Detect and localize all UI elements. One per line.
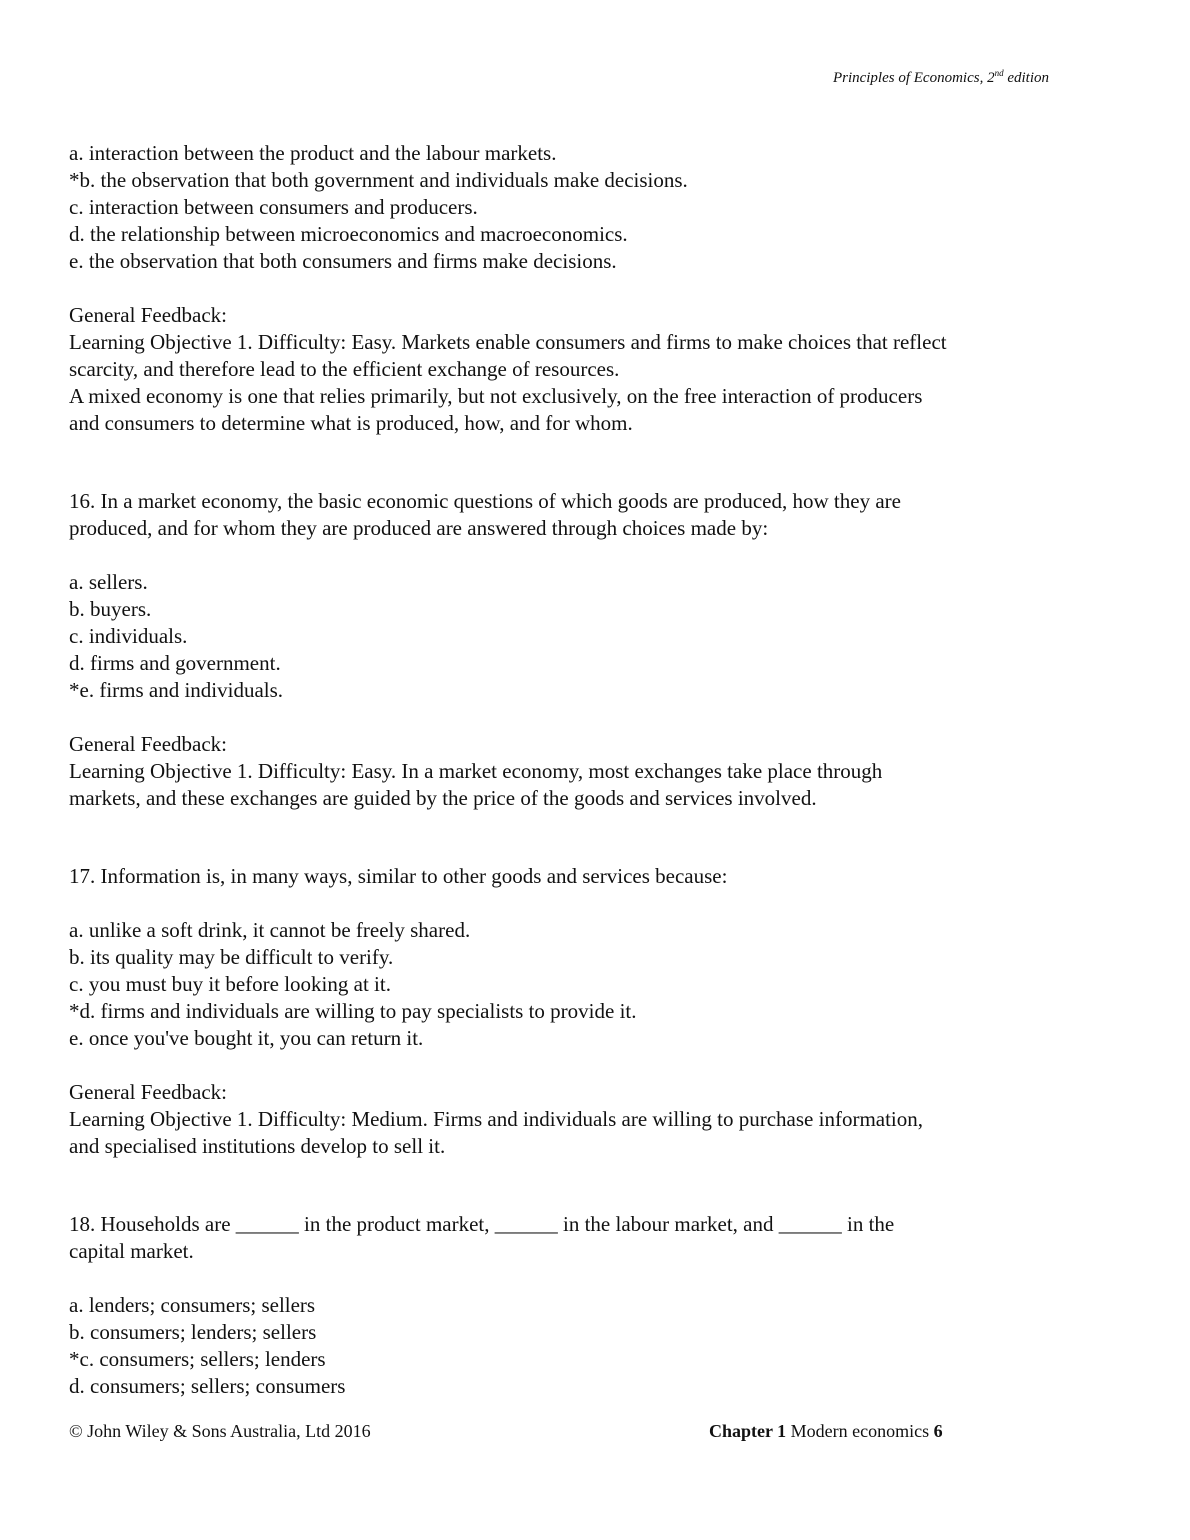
q17-feedback-line: Learning Objective 1. Difficulty: Medium. Firms and individuals are willing to purchase information,: [69, 1107, 924, 1131]
q18-question-line: capital market.: [69, 1239, 194, 1263]
q18-option-b: b. consumers; lenders; sellers: [69, 1320, 317, 1344]
q16-feedback: [69, 731, 1059, 812]
q17-option-b: b. its quality may be difficult to verify.: [69, 945, 394, 969]
q17-question: [69, 863, 1059, 890]
q17-option-c: c. you must buy it before looking at it.: [69, 972, 391, 996]
q15-option-b: *b. the observation that both government and individuals make decisions.: [69, 168, 688, 192]
footer-page-number: 6: [933, 1421, 943, 1441]
q15-option-a: a. interaction between the product and the labour markets.: [69, 141, 557, 165]
footer-copyright: © John Wiley & Sons Australia, Ltd 2016: [69, 1421, 371, 1441]
q18-option-a: a. lenders; consumers; sellers: [69, 1293, 316, 1317]
q17-question-line: 17. Information is, in many ways, similar to other goods and services because:: [69, 864, 728, 888]
q15-feedback-label: General Feedback:: [69, 303, 228, 327]
header-title: Principles of Economics, 2: [832, 70, 995, 86]
q17-feedback: [69, 1079, 1059, 1160]
footer-chapter-label: Chapter 1: [709, 1421, 787, 1441]
q15-feedback-line: and consumers to determine what is produced, how, and for whom.: [69, 411, 633, 435]
q16-option-a: a. sellers.: [69, 570, 148, 594]
q17-options: [69, 917, 1059, 1052]
header-title-end: edition: [1003, 70, 1049, 86]
footer-chapter-title: Modern economics: [786, 1421, 934, 1441]
q15-option-e: e. the observation that both consumers and firms make decisions.: [69, 249, 617, 273]
q18-question-line: 18. Households are ______ in the product market, ______ in the labour market, and ______ in the: [69, 1212, 895, 1236]
q15-feedback-line: Learning Objective 1. Difficulty: Easy. Markets enable consumers and firms to make choices that reflect: [69, 330, 947, 354]
q15-option-d: d. the relationship between microeconomics and macroeconomics.: [69, 222, 628, 246]
q15-option-c: c. interaction between consumers and producers.: [69, 195, 478, 219]
q18-option-c: *c. consumers; sellers; lenders: [69, 1347, 326, 1371]
q16-option-e: *e. firms and individuals.: [69, 678, 284, 702]
q17-option-a: a. unlike a soft drink, it cannot be freely shared.: [69, 918, 471, 942]
q18-question: [69, 1211, 1059, 1265]
q15-options: [69, 140, 1059, 275]
q18-option-d: d. consumers; sellers; consumers: [69, 1374, 346, 1398]
header-ordinal-suffix: nd: [994, 68, 1004, 78]
q17-feedback-label: General Feedback:: [69, 1080, 228, 1104]
q15-feedback: [69, 302, 1059, 437]
running-header: [833, 68, 1049, 87]
q16-feedback-line: Learning Objective 1. Difficulty: Easy. In a market economy, most exchanges take place through: [69, 759, 883, 783]
q17-option-d: *d. firms and individuals are willing to pay specialists to provide it.: [69, 999, 637, 1023]
q17-feedback-line: and specialised institutions develop to sell it.: [69, 1134, 446, 1158]
q16-question-line: 16. In a market economy, the basic economic questions of which goods are produced, how they are: [69, 489, 901, 513]
q15-feedback-line: A mixed economy is one that relies primarily, but not exclusively, on the free interaction of producers: [69, 384, 923, 408]
q16-feedback-label: General Feedback:: [69, 732, 228, 756]
q16-option-c: c. individuals.: [69, 624, 188, 648]
footer-chapter: [709, 1421, 943, 1442]
q16-question: [69, 488, 1059, 542]
q18-options: [69, 1292, 1059, 1400]
page-content: [69, 140, 1059, 1400]
q16-option-b: b. buyers.: [69, 597, 152, 621]
q16-question-line: produced, and for whom they are produced are answered through choices made by:: [69, 516, 769, 540]
q17-option-e: e. once you've bought it, you can return it.: [69, 1026, 424, 1050]
q16-feedback-line: markets, and these exchanges are guided by the price of the goods and services involved.: [69, 786, 817, 810]
q16-options: [69, 569, 1059, 704]
q16-option-d: d. firms and government.: [69, 651, 281, 675]
q15-feedback-line: scarcity, and therefore lead to the efficient exchange of resources.: [69, 357, 620, 381]
